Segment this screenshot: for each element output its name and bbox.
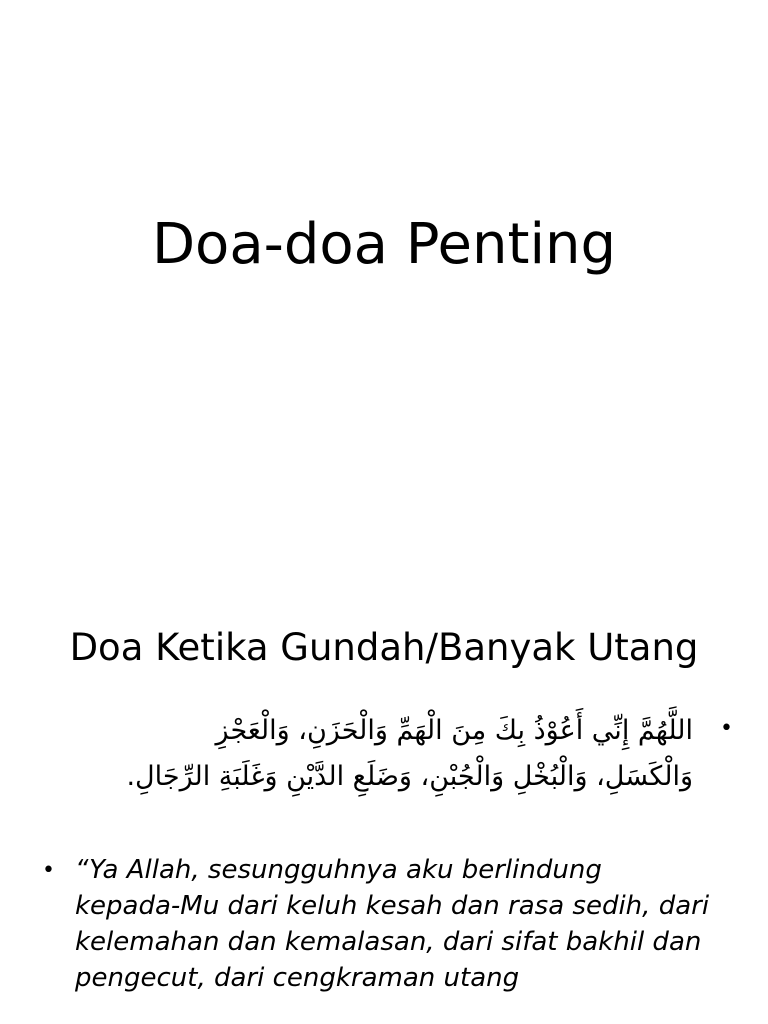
section-title: Doa Ketika Gundah/Banyak Utang: [69, 626, 699, 669]
arabic-prayer-item: [118, 708, 733, 848]
bullet-icon: •: [42, 858, 55, 883]
slide-title: Doa-doa Penting: [151, 212, 617, 277]
bullet-icon: •: [720, 716, 733, 741]
translation-text: “Ya Allah, sesungguhnya aku berlindung kepada-Mu dari keluh kesah dan rasa sedih, dari kelemahan dan kemalasan, dari sifat bakhil dan pengecut, dari cengkraman utang: [75, 855, 710, 993]
arabic-prayer-text: اللَّهُمَّ إِنِّي أَعُوْذُ بِكَ مِنَ الْهَمِّ وَالْحَزَنِ، وَالْعَجْزِ وَالْكَسَلِ، وَالْبُخْلِ وَالْجُبْنِ، وَضَلَعِ الدَّيْنِ وَغَلَبَةِ الرِّجَالِ.: [126, 715, 693, 792]
